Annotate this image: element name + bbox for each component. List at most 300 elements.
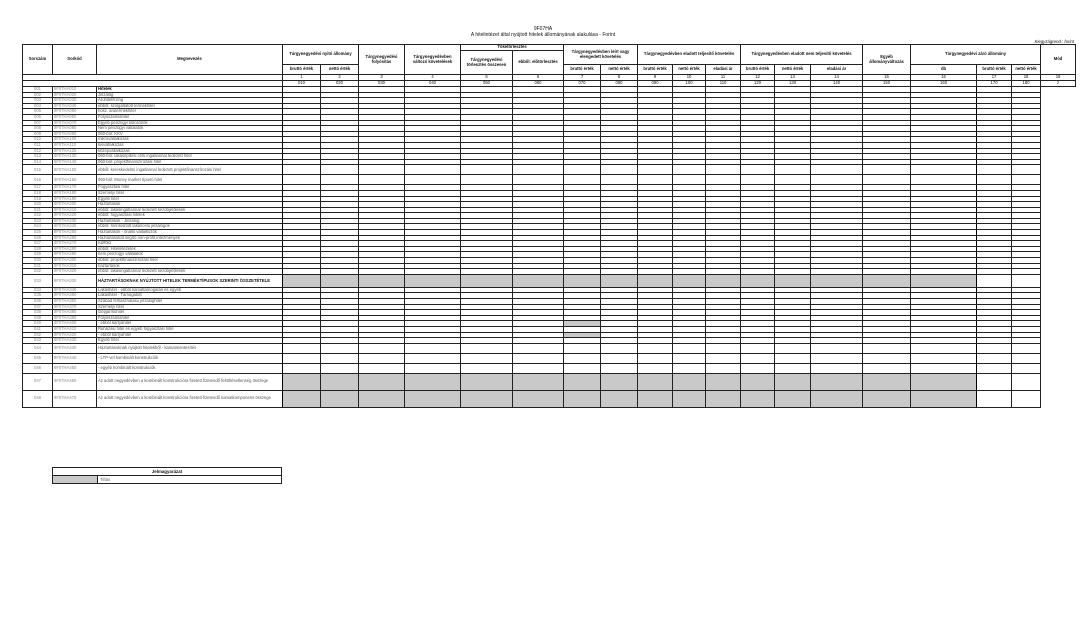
col-number: 11 — [706, 75, 741, 81]
data-cell[interactable] — [283, 343, 321, 353]
data-cell[interactable] — [977, 390, 1012, 407]
data-cell[interactable] — [811, 353, 863, 363]
row-number: 025 — [23, 230, 53, 236]
row-label: Gépjárműhitel — [97, 310, 283, 316]
row-number: 006 — [23, 114, 53, 120]
data-cell[interactable] — [513, 175, 564, 185]
data-cell[interactable] — [513, 373, 564, 390]
data-cell[interactable] — [321, 274, 359, 287]
data-cell[interactable] — [283, 373, 321, 390]
row-code: 9F07HA120 — [53, 148, 97, 154]
data-cell[interactable] — [811, 390, 863, 407]
col-folyositas: Tárgynegyedévi folyósítás — [359, 45, 405, 75]
row-number: 017 — [23, 185, 53, 191]
row-code: 9F07HA110 — [53, 142, 97, 148]
row-code: 9F07HA280 — [53, 246, 97, 252]
data-cell[interactable] — [461, 175, 513, 185]
data-cell[interactable] — [513, 363, 564, 373]
data-cell[interactable] — [564, 373, 601, 390]
row-code: 9F07HA260 — [53, 235, 97, 241]
col-code: 100 — [673, 81, 706, 87]
row-number: 037 — [23, 304, 53, 310]
row-number: 033 — [23, 274, 53, 287]
row-code: 9F07HA240 — [53, 224, 97, 230]
data-cell[interactable] — [601, 165, 638, 175]
row-label: Háztartások - Jelzálog — [97, 218, 283, 224]
col-code: 050 — [461, 81, 513, 87]
row-code: 9F07HA060 — [53, 114, 97, 120]
row-code: 9F07HA080 — [53, 126, 97, 132]
row-code: 9F07HA210 — [53, 207, 97, 213]
legend-item-label: Tiltás — [98, 476, 282, 484]
row-label: Külföld — [97, 241, 283, 247]
row-code: 9F07HA150 — [53, 165, 97, 175]
data-cell[interactable] — [977, 343, 1012, 353]
data-cell[interactable] — [405, 165, 461, 175]
data-cell[interactable] — [911, 363, 977, 373]
col-eladott: Tárgynegyedévben eladott teljesítő követelés — [638, 45, 741, 65]
data-cell[interactable] — [564, 175, 601, 185]
data-cell[interactable] — [461, 373, 513, 390]
data-cell[interactable] — [638, 343, 673, 353]
data-cell[interactable] — [673, 165, 706, 175]
col-eladott-nem-brutto: bruttó érték — [741, 65, 775, 75]
row-number: 027 — [23, 241, 53, 247]
data-cell[interactable] — [601, 363, 638, 373]
data-cell[interactable] — [405, 390, 461, 407]
data-cell[interactable] — [741, 390, 775, 407]
data-cell[interactable] — [863, 363, 911, 373]
row-number: 041 — [23, 326, 53, 332]
row-number: 022 — [23, 213, 53, 219]
row-number: 018 — [23, 190, 53, 196]
row-code: 9F07HA360 — [53, 299, 97, 305]
col-code: 170 — [977, 81, 1012, 87]
row-code: 9F07HA400 — [53, 321, 97, 327]
data-cell[interactable] — [283, 363, 321, 373]
data-cell[interactable] — [673, 390, 706, 407]
row-number: 048 — [23, 390, 53, 407]
data-cell[interactable] — [461, 390, 513, 407]
data-cell[interactable] — [283, 390, 321, 407]
row-number: 019 — [23, 196, 53, 202]
row-label: középvállalkozás — [97, 148, 283, 154]
data-cell[interactable] — [564, 353, 601, 363]
data-cell[interactable] — [405, 363, 461, 373]
row-label: Személyi hitel — [97, 190, 283, 196]
data-cell[interactable] — [911, 274, 977, 287]
table-row — [23, 373, 1076, 390]
data-cell[interactable] — [513, 165, 564, 175]
row-code: 9F07HA340 — [53, 287, 97, 293]
data-cell[interactable] — [706, 165, 741, 175]
col-number: 5 — [461, 75, 513, 81]
data-cell[interactable] — [638, 165, 673, 175]
row-label: Háztartásoknak nyújtott hitelekből - kamatmentesítés — [97, 343, 283, 353]
data-cell[interactable] — [977, 363, 1012, 373]
row-label: nem pénzügyi vállalatok — [97, 252, 283, 258]
row-code: 9F07HA430 — [53, 338, 97, 344]
col-eladott-nem-netto: nettó érték — [775, 65, 811, 75]
data-cell[interactable] — [741, 353, 775, 363]
col-eladott-netto: nettó érték — [673, 65, 706, 75]
row-code: 9F07HA380 — [53, 310, 97, 316]
data-cell[interactable] — [811, 274, 863, 287]
data-cell[interactable] — [283, 353, 321, 363]
row-number: 035 — [23, 293, 53, 299]
data-cell[interactable] — [321, 165, 359, 175]
data-cell[interactable] — [811, 165, 863, 175]
data-cell[interactable] — [741, 363, 775, 373]
data-cell[interactable] — [911, 353, 977, 363]
row-number: 001 — [23, 87, 53, 93]
data-cell[interactable] — [564, 274, 601, 287]
row-code: 9F07HA440 — [53, 353, 97, 363]
row-number: 011 — [23, 142, 53, 148]
row-label: 060-ból: lakásépítési célú ingatlannal fedezett hitel — [97, 154, 283, 160]
row-label: háztartások — [97, 263, 283, 269]
data-cell[interactable] — [911, 343, 977, 353]
col-code: 180 — [1012, 81, 1041, 87]
data-cell[interactable] — [863, 373, 911, 390]
data-cell[interactable] — [461, 363, 513, 373]
data-cell[interactable] — [1012, 373, 1041, 390]
data-cell[interactable] — [601, 175, 638, 185]
row-number: 043 — [23, 338, 53, 344]
col-megnevezes: Megnevezés — [97, 45, 283, 75]
data-cell[interactable] — [741, 175, 775, 185]
data-cell[interactable] — [673, 343, 706, 353]
data-cell[interactable] — [706, 175, 741, 185]
col-number: 15 — [863, 75, 911, 81]
row-number: 009 — [23, 131, 53, 137]
data-cell[interactable] — [863, 274, 911, 287]
data-cell[interactable] — [673, 175, 706, 185]
row-code: 9F07HA310 — [53, 263, 97, 269]
legend-title: Jelmagyarázat — [53, 468, 282, 476]
data-cell[interactable] — [863, 165, 911, 175]
row-number: 031 — [23, 263, 53, 269]
row-label: Szabad felhasználású jelzáloghitel — [97, 299, 283, 305]
row-number: 008 — [23, 126, 53, 132]
data-cell[interactable] — [321, 363, 359, 373]
data-cell[interactable] — [1012, 353, 1041, 363]
data-cell[interactable] — [359, 165, 405, 175]
row-label: Ruházási hitel és egyéb fogyasztási hitel — [97, 326, 283, 332]
data-cell[interactable] — [775, 165, 811, 175]
row-number: 016 — [23, 175, 53, 185]
row-number: 007 — [23, 120, 53, 126]
row-code: 9F07HA330 — [53, 274, 97, 287]
data-cell[interactable] — [977, 373, 1012, 390]
legend-table — [52, 467, 282, 484]
row-label: Háztartások — [97, 202, 283, 208]
row-code: 9F07HA410 — [53, 326, 97, 332]
data-cell[interactable] — [638, 353, 673, 363]
data-cell[interactable] — [638, 175, 673, 185]
col-number: 6 — [513, 75, 564, 81]
row-label: - LTP-vel kombinált konstrukciók — [97, 353, 283, 363]
data-cell[interactable] — [359, 353, 405, 363]
data-cell[interactable] — [513, 390, 564, 407]
col-code: 090 — [638, 81, 673, 87]
col-code: 150 — [863, 81, 911, 87]
data-cell[interactable] — [321, 175, 359, 185]
table-row — [23, 390, 1076, 407]
data-cell[interactable] — [863, 175, 911, 185]
table-row — [23, 175, 1076, 185]
data-cell[interactable] — [775, 343, 811, 353]
col-number: 2 — [321, 75, 359, 81]
col-number: 19 — [1041, 75, 1076, 81]
row-label: - ebből kártyahitel — [97, 321, 283, 327]
data-cell[interactable] — [1012, 363, 1041, 373]
data-cell[interactable] — [638, 373, 673, 390]
data-cell[interactable] — [638, 390, 673, 407]
data-cell[interactable] — [601, 343, 638, 353]
data-cell[interactable] — [405, 373, 461, 390]
row-code: 9F07HA180 — [53, 190, 97, 196]
row-code: 9F07HA130 — [53, 154, 97, 160]
data-cell[interactable] — [775, 373, 811, 390]
row-label: Lakáshitel - ebből kamattámogatás és egyéb — [97, 287, 283, 293]
row-number: 020 — [23, 202, 53, 208]
row-label: ebből: projektfinanszírozási hitel — [97, 258, 283, 264]
row-code: 9F07HA090 — [53, 131, 97, 137]
row-code: 9F07HA040 — [53, 103, 97, 109]
data-cell[interactable] — [911, 165, 977, 175]
col-number: 17 — [977, 75, 1012, 81]
row-number: 015 — [23, 165, 53, 175]
row-number: 026 — [23, 235, 53, 241]
col-nyito: Tárgynegyedévi nyitó állomány — [283, 45, 359, 65]
col-number: 8 — [601, 75, 638, 81]
row-number: 042 — [23, 332, 53, 338]
row-label: Lakáshitel - Támogatott — [97, 293, 283, 299]
data-cell[interactable] — [601, 390, 638, 407]
data-cell[interactable] — [564, 363, 601, 373]
row-code: 9F07HA250 — [53, 230, 97, 236]
data-cell[interactable] — [673, 363, 706, 373]
data-cell[interactable] — [1012, 274, 1041, 287]
col-torlesztes: Tőketörlesztés — [461, 45, 564, 51]
data-cell[interactable] — [564, 165, 601, 175]
row-code: 9F07HA030 — [53, 98, 97, 104]
unit-label: Kiegyzágrend.: forint — [1034, 39, 1074, 44]
data-cell[interactable] — [673, 274, 706, 287]
col-code: 040 — [405, 81, 461, 87]
data-cell[interactable] — [673, 353, 706, 363]
col-number: 9 — [638, 75, 673, 81]
col-code: 140 — [811, 81, 863, 87]
row-number: 002 — [23, 92, 53, 98]
data-cell[interactable] — [359, 363, 405, 373]
data-cell[interactable] — [1012, 175, 1041, 185]
data-cell[interactable] — [775, 363, 811, 373]
data-cell[interactable] — [706, 390, 741, 407]
data-cell[interactable] — [911, 175, 977, 185]
data-cell[interactable] — [359, 175, 405, 185]
col-eladott-nem: Tárgynegyedévben eladott nem teljesítő követelés — [741, 45, 863, 65]
col-code: 160 — [911, 81, 977, 87]
row-number: 029 — [23, 252, 53, 258]
col-code: 080 — [601, 81, 638, 87]
data-cell[interactable] — [775, 390, 811, 407]
col-nyito-brutto: bruttó érték — [283, 65, 321, 75]
data-cell[interactable] — [638, 363, 673, 373]
data-cell[interactable] — [811, 175, 863, 185]
data-cell[interactable] — [405, 175, 461, 185]
row-code: 9F07HA420 — [53, 332, 97, 338]
col-leirt-brutto: bruttó érték — [564, 65, 601, 75]
row-label: Az adott negyedévben a kombinált konstrukcióra fizetett fizetendő kamatkomponens összege — [97, 390, 283, 407]
row-number: 039 — [23, 315, 53, 321]
data-cell[interactable] — [359, 390, 405, 407]
data-cell[interactable] — [741, 343, 775, 353]
data-cell[interactable] — [775, 175, 811, 185]
data-cell[interactable] — [863, 353, 911, 363]
col-code: z — [1041, 81, 1076, 87]
data-cell[interactable] — [321, 390, 359, 407]
data-cell[interactable] — [359, 343, 405, 353]
row-label: 060-ból: Money market típusú hitel — [97, 175, 283, 185]
row-label: ebből: lakásingatlannal fedezett kezdőjelölések — [97, 269, 283, 275]
col-sorszam: Sorszám — [23, 45, 53, 75]
data-cell[interactable] — [811, 343, 863, 353]
data-cell[interactable] — [461, 353, 513, 363]
row-label: ebből: kereskedelmi ingatlannal fedezett projektfinanszírozási hitel — [97, 165, 283, 175]
data-cell[interactable] — [405, 343, 461, 353]
row-label: hosz. árutermékhitel — [97, 109, 283, 115]
data-cell[interactable] — [775, 353, 811, 363]
row-code: 9F07HA160 — [53, 175, 97, 185]
data-cell[interactable] — [513, 343, 564, 353]
col-zaro-brutto: bruttó érték — [977, 65, 1012, 75]
row-code: 9F07HA450 — [53, 363, 97, 373]
row-number: 046 — [23, 363, 53, 373]
data-cell[interactable] — [513, 274, 564, 287]
data-cell[interactable] — [601, 353, 638, 363]
data-cell[interactable] — [513, 353, 564, 363]
row-label: Egyéb pénzügyi kölcsönök — [97, 120, 283, 126]
data-cell[interactable] — [706, 353, 741, 363]
data-cell[interactable] — [601, 274, 638, 287]
report-title: A hitelintézet által nyújtott hitelek állományának alakulása - Forint — [470, 32, 616, 38]
data-cell[interactable] — [706, 343, 741, 353]
row-number: 021 — [23, 207, 53, 213]
row-number: 030 — [23, 258, 53, 264]
row-code: 9F07HA460 — [53, 373, 97, 390]
data-cell[interactable] — [673, 373, 706, 390]
data-cell[interactable] — [977, 175, 1012, 185]
data-cell[interactable] — [283, 175, 321, 185]
data-table — [22, 44, 1076, 408]
data-cell[interactable] — [405, 274, 461, 287]
data-cell[interactable] — [811, 363, 863, 373]
col-number: 12 — [741, 75, 775, 81]
row-label: Személyi hitel — [97, 304, 283, 310]
row-number: 038 — [23, 310, 53, 316]
data-cell[interactable] — [775, 274, 811, 287]
data-cell[interactable] — [706, 274, 741, 287]
row-number: 034 — [23, 287, 53, 293]
row-label: Fogyasztási hitel — [97, 185, 283, 191]
data-cell[interactable] — [461, 274, 513, 287]
report-code: 9F07HA — [533, 26, 553, 32]
row-code: 9F07HA200 — [53, 202, 97, 208]
data-cell[interactable] — [405, 353, 461, 363]
data-cell[interactable] — [911, 373, 977, 390]
data-cell[interactable] — [564, 390, 601, 407]
data-cell[interactable] — [359, 274, 405, 287]
row-code: 9F07HA220 — [53, 213, 97, 219]
row-number: 024 — [23, 224, 53, 230]
data-cell[interactable] — [977, 165, 1012, 175]
col-zaro: Tárgynegyedévi záró állomány — [911, 45, 1041, 65]
row-label: ebből: szolgáltatott termékhitel — [97, 103, 283, 109]
row-number: 032 — [23, 269, 53, 275]
data-cell[interactable] — [863, 390, 911, 407]
data-cell[interactable] — [741, 274, 775, 287]
data-cell[interactable] — [638, 274, 673, 287]
col-number: 4 — [405, 75, 461, 81]
data-cell[interactable] — [706, 363, 741, 373]
data-cell[interactable] — [321, 373, 359, 390]
data-cell[interactable] — [863, 343, 911, 353]
table-row — [23, 343, 1076, 353]
data-cell[interactable] — [706, 373, 741, 390]
data-cell[interactable] — [741, 165, 775, 175]
data-cell[interactable] — [1012, 343, 1041, 353]
col-egyeb: Egyéb állományváltozás — [863, 45, 911, 75]
data-cell[interactable] — [1012, 165, 1041, 175]
row-label: kisvállalkozás — [97, 142, 283, 148]
data-cell[interactable] — [977, 274, 1012, 287]
col-nyito-netto: nettó érték — [321, 65, 359, 75]
col-number: 10 — [673, 75, 706, 81]
row-code: 9F07HA020 — [53, 92, 97, 98]
data-cell[interactable] — [321, 343, 359, 353]
data-cell[interactable] — [1012, 390, 1041, 407]
row-number: 036 — [23, 299, 53, 305]
col-code: 060 — [513, 81, 564, 87]
data-cell[interactable] — [461, 343, 513, 353]
col-zaro-db: db — [911, 65, 977, 75]
row-label: Egyéb hitel — [97, 338, 283, 344]
data-cell[interactable] — [811, 373, 863, 390]
data-cell[interactable] — [461, 165, 513, 175]
data-cell[interactable] — [977, 353, 1012, 363]
row-number: 010 — [23, 137, 53, 143]
row-code: 9F07HA270 — [53, 241, 97, 247]
data-cell[interactable] — [321, 353, 359, 363]
data-cell[interactable] — [911, 390, 977, 407]
row-label: ebből: lakásingatlannal fedezett kezdőjelölések — [97, 207, 283, 213]
data-cell[interactable] — [283, 274, 321, 287]
row-code: 9F07HA390 — [53, 315, 97, 321]
row-code: 9F07HA300 — [53, 258, 97, 264]
data-cell[interactable] — [359, 373, 405, 390]
table-row — [23, 165, 1076, 175]
data-cell[interactable] — [564, 343, 601, 353]
data-cell[interactable] — [601, 373, 638, 390]
col-leirt: Tárgynegyedévben leírt vagy elengedett követelés — [564, 45, 638, 65]
data-cell[interactable] — [741, 373, 775, 390]
row-label: Hitelek — [97, 87, 283, 93]
row-label: Folyószámlahitel — [97, 114, 283, 120]
row-number: 045 — [23, 353, 53, 363]
data-cell[interactable] — [283, 165, 321, 175]
